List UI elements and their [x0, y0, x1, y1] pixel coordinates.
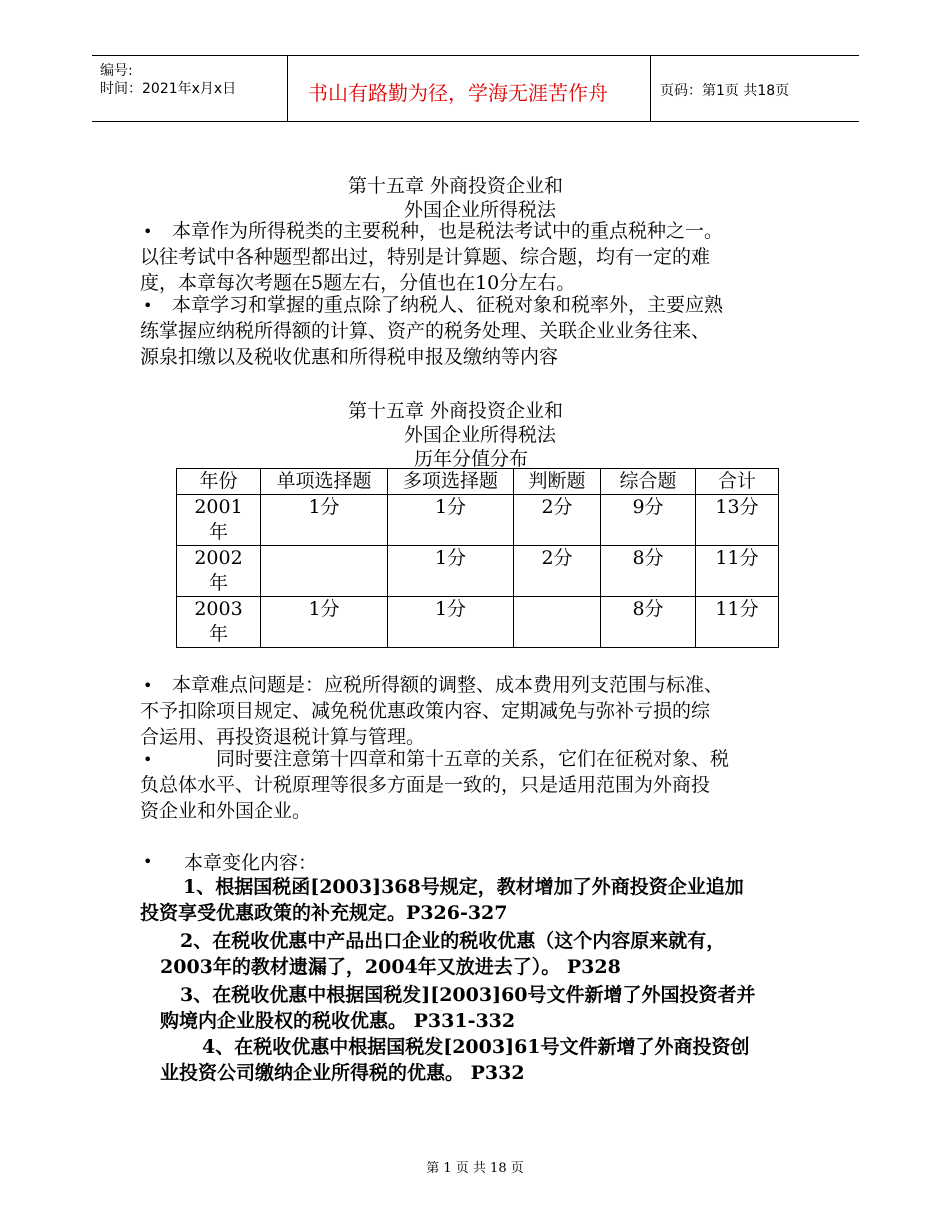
header-divider-left — [287, 55, 288, 121]
chapter-title-line2: 外国企业所得税法 — [404, 199, 557, 221]
bullet-4: • — [143, 750, 153, 769]
header-cell: 判断题 — [514, 469, 601, 495]
header-cell: 综合题 — [601, 469, 696, 495]
text-line: 本章学习和掌握的重点除了纳税人、征税对象和税率外，主要应熟 — [172, 294, 724, 316]
text-line: 投资享受优惠政策的补充规定。P326-327 — [140, 902, 508, 924]
table-cell — [261, 546, 388, 597]
text-line: 练掌握应纳税所得额的计算、资产的税务处理、关联企业业务往来、 — [140, 320, 711, 342]
table-title-line3: 历年分值分布 — [414, 448, 529, 470]
table-cell: 9分 — [601, 495, 696, 546]
text-line: 合运用、再投资退税计算与管理。 — [140, 726, 426, 748]
year-cell: 2001 年 — [177, 495, 261, 546]
intro-paragraph-2 — [140, 292, 812, 370]
header-cell: 单项选择题 — [261, 469, 388, 495]
table-cell: 11分 — [696, 597, 779, 648]
table-row — [177, 546, 779, 597]
table-cell: 8分 — [601, 597, 696, 648]
text-line: 以往考试中各种题型都出过，特别是计算题、综合题，均有一定的难 — [140, 246, 711, 268]
text-line: 源泉扣缴以及税收优惠和所得税申报及缴纳等内容 — [140, 346, 559, 368]
serial-label: 编号: — [100, 63, 133, 79]
table-title-line1: 第十五章 外商投资企业和 — [348, 400, 564, 422]
table-cell: 1分 — [261, 597, 388, 648]
text-line: 负总体水平、计税原理等很多方面是一致的，只是适用范围为外商投 — [140, 774, 711, 796]
text-line: 2003年的教材遗漏了，2004年又放进去了）。 P328 — [160, 956, 621, 978]
text-line: 度，本章每次考题在5题左右，分值也在10分左右。 — [140, 272, 576, 294]
table-header-row — [177, 469, 779, 495]
text-line: 资企业和外国企业。 — [140, 800, 312, 822]
table-cell: 1分 — [388, 597, 514, 648]
page-info: 页码：第1页 共18页 — [660, 83, 790, 99]
table-cell: 1分 — [388, 495, 514, 546]
header-cell: 合计 — [696, 469, 779, 495]
table-cell: 2分 — [514, 546, 601, 597]
chapter-title-line1: 第十五章 外商投资企业和 — [348, 175, 564, 197]
change-item-2 — [140, 928, 812, 980]
text-line: 同时要注意第十四章和第十五章的关系，它们在征税对象、税 — [216, 748, 730, 770]
text-line: 本章作为所得税类的主要税种，也是税法考试中的重点税种之一。 — [172, 220, 724, 242]
text-line: 4、在税收优惠中根据国税发[2003]61号文件新增了外商投资创 — [202, 1036, 750, 1058]
table-row — [177, 597, 779, 648]
table-cell: 11分 — [696, 546, 779, 597]
header-cell: 年份 — [177, 469, 261, 495]
score-distribution-table — [176, 468, 779, 648]
bullet-1: • — [143, 222, 153, 241]
text-line: 不予扣除项目规定、减免税优惠政策内容、定期减免与弥补亏损的综 — [140, 700, 711, 722]
year-cell: 2003 年 — [177, 597, 261, 648]
header-motto: 书山有路勤为径，学海无涯苦作舟 — [308, 81, 608, 105]
table-cell: 2分 — [514, 495, 601, 546]
table-cell: 13分 — [696, 495, 779, 546]
difficulty-paragraph-1 — [140, 672, 812, 750]
bullet-2: • — [143, 296, 153, 315]
header-bottom-rule — [92, 121, 859, 122]
text-line: 本章难点问题是：应税所得额的调整、成本费用列支范围与标准、 — [172, 674, 724, 696]
header-top-rule — [92, 55, 859, 56]
intro-paragraph-1 — [140, 218, 812, 296]
header-cell: 多项选择题 — [388, 469, 514, 495]
bullet-3: • — [143, 676, 153, 695]
change-item-1 — [140, 874, 812, 926]
page-footer: 第 1 页 共 18 页 — [426, 1161, 524, 1176]
table-cell: 1分 — [388, 546, 514, 597]
table-cell — [514, 597, 601, 648]
table-row — [177, 495, 779, 546]
changes-heading: 本章变化内容： — [184, 852, 318, 874]
change-item-3 — [140, 982, 812, 1034]
table-cell: 1分 — [261, 495, 388, 546]
table-title-line2: 外国企业所得税法 — [404, 424, 557, 446]
text-line: 3、在税收优惠中根据国税发][2003]60号文件新增了外国投资者并 — [180, 984, 756, 1006]
change-item-4 — [140, 1034, 812, 1086]
header-divider-right — [650, 55, 651, 121]
year-cell: 2002 年 — [177, 546, 261, 597]
text-line: 业投资公司缴纳企业所得税的优惠。 P332 — [160, 1062, 525, 1084]
text-line: 购境内企业股权的税收优惠。 P331-332 — [160, 1010, 516, 1032]
time-label: 时间：2021年x月x日 — [100, 81, 237, 97]
text-line: 2、在税收优惠中产品出口企业的税收优惠（这个内容原来就有， — [180, 930, 726, 952]
table-cell: 8分 — [601, 546, 696, 597]
difficulty-paragraph-2 — [140, 746, 812, 824]
bullet-5: • — [143, 852, 153, 871]
text-line: 1、根据国税函[2003]368号规定，教材增加了外商投资企业追加 — [183, 876, 744, 898]
